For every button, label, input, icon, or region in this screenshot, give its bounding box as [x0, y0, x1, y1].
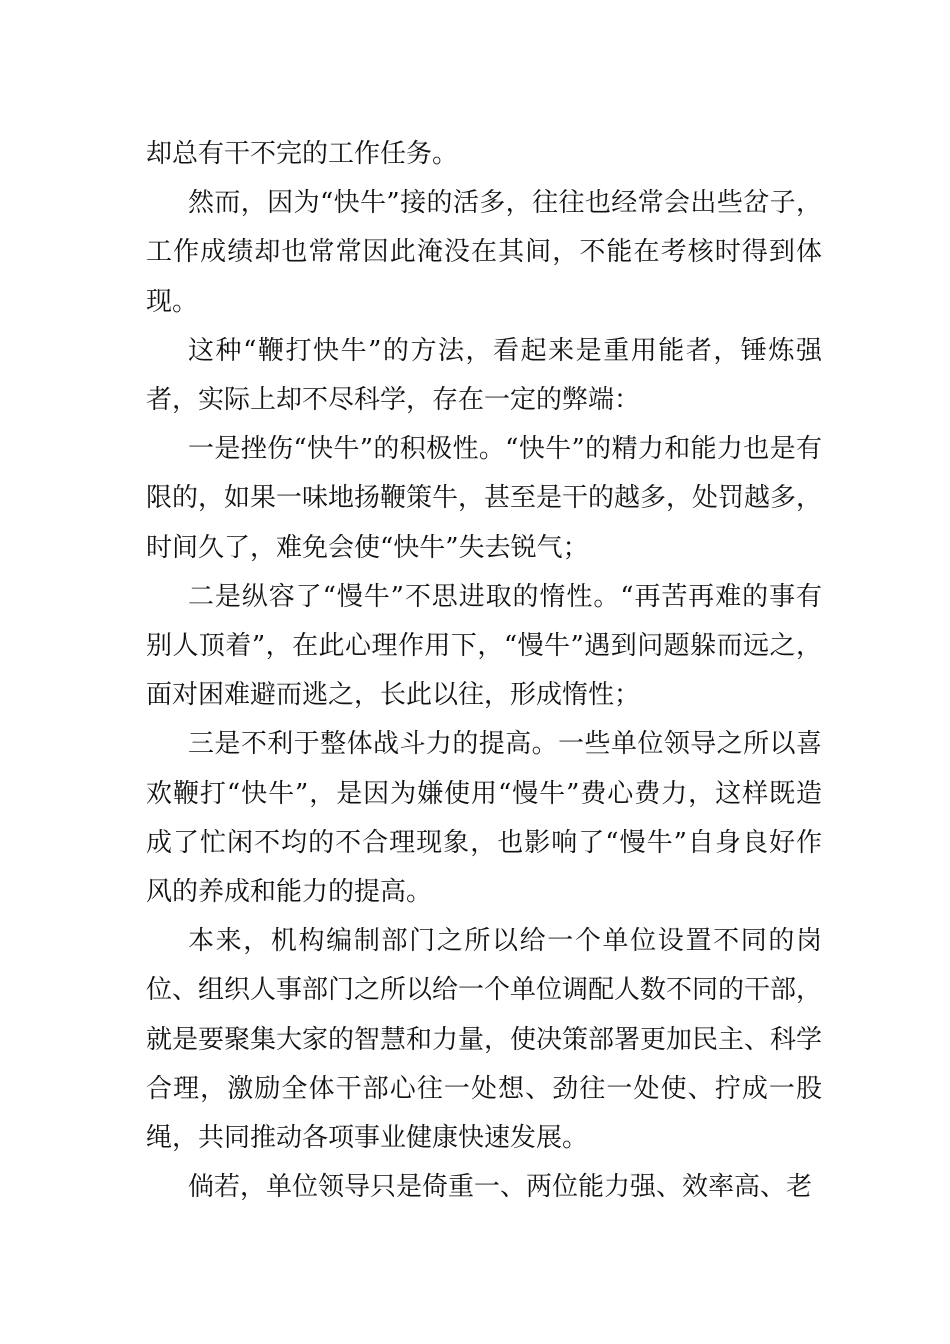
paragraph: 本来，机构编制部门之所以给一个单位设置不同的岗位、组织人事部门之所以给一个单位调配人数不同的干部，就是要聚集大家的智慧和力量，使决策部署更加民主、科学合理，激励全体干部心往一处想、劲往一处使、拧成一股绳，共同推动各项事业健康快速发展。	[146, 926, 823, 1154]
paragraph: 倘若，单位领导只是倚重一、两位能力强、效率高、老	[188, 1172, 813, 1203]
document-body	[146, 130, 822, 1212]
paragraph: 这种“鞭打快牛”的方法，看起来是重用能者，锤炼强者，实际上却不尽科学，存在一定的弊端：	[146, 335, 822, 416]
paragraph: 一是挫伤“快牛”的积极性。“快牛”的精力和能力也是有限的，如果一味地扬鞭策牛，甚至是干的越多，处罚越多，时间久了，难免会使“快牛”失去锐气；	[146, 434, 823, 563]
paragraph-continued: 却总有干不完的工作任务。	[146, 139, 459, 169]
paragraph: 然而，因为“快牛”接的活多，往往也经常会出些岔子，工作成绩却也常常因此淹没在其间，不能在考核时得到体现。	[146, 188, 822, 317]
paragraph: 三是不利于整体战斗力的提高。一些单位领导之所以喜欢鞭打“快牛”，是因为嫌使用“慢牛”费心费力，这样既造成了忙闲不均的不合理现象，也影响了“慢牛”自身良好作风的养成和能力的提高。	[146, 729, 822, 908]
paragraph: 二是纵容了“慢牛”不思进取的惰性。“再苦再难的事有别人顶着”，在此心理作用下，“慢牛”遇到问题躲而远之，面对困难避而逃之，长此以往，形成惰性；	[146, 581, 822, 711]
